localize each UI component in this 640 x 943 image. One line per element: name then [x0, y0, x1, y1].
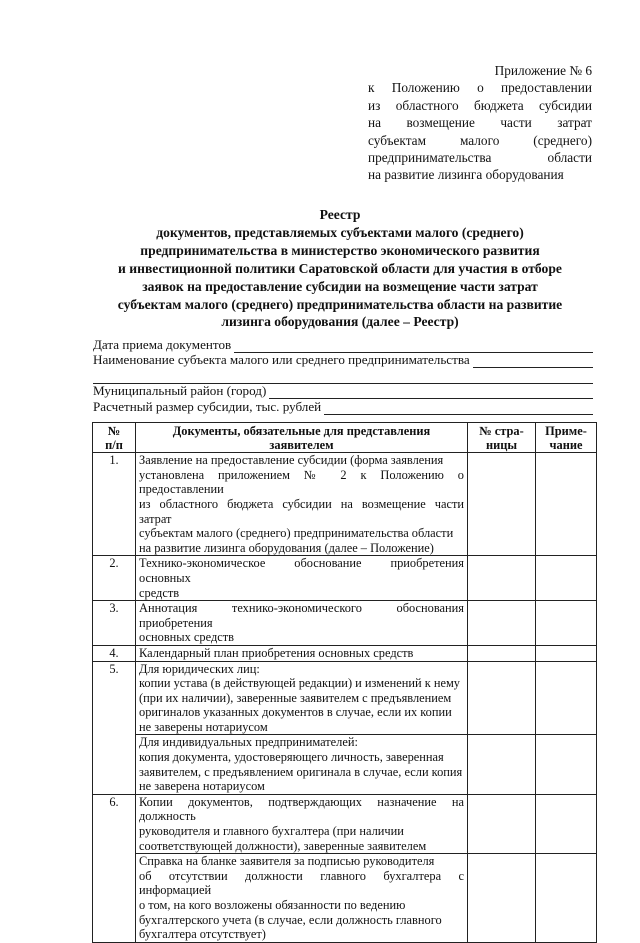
row-note-cell[interactable]	[536, 556, 597, 601]
row-page-cell[interactable]	[468, 794, 536, 853]
entity-field	[93, 353, 593, 369]
header-note: Приме- чание	[536, 423, 597, 453]
appendix-line: из областного бюджета субсидии	[368, 97, 592, 113]
row-document: Копии документов, подтверждающих назначение на должность руководителя и главного бухгалтера (при наличии соответствующей должности), заверенные заявителем	[136, 794, 468, 853]
entity-input-line-2[interactable]	[93, 372, 593, 384]
subsidy-input-line[interactable]	[324, 403, 593, 415]
row-document: Аннотация технико-экономического обоснования приобретения основных средств	[136, 601, 468, 646]
appendix-number: Приложение № 6	[494, 63, 592, 78]
appendix-line: на развитие лизинга оборудования	[368, 167, 564, 183]
date-field	[93, 337, 593, 353]
header-num: № п/п	[93, 423, 136, 453]
title-heading: Реестр	[319, 207, 361, 222]
title-line: заявок на предоставление субсидии на возмещение части затрат	[142, 278, 538, 294]
header-docs: Документы, обязательные для представления заявителем	[136, 423, 468, 453]
title-line: субъектам малого (среднего) предпринимательства области на развитие	[117, 296, 563, 312]
appendix-block	[368, 62, 592, 184]
subsidy-label: Расчетный размер субсидии, тыс. рублей	[93, 398, 322, 414]
row-page-cell[interactable]	[468, 453, 536, 556]
row-page-cell[interactable]	[468, 645, 536, 661]
title-line: предпринимательства в министерство экономического развития	[140, 242, 540, 258]
row-number: 2.	[93, 556, 136, 601]
row-page-cell[interactable]	[468, 601, 536, 646]
date-input-line[interactable]	[234, 341, 593, 353]
title-line: лизинга оборудования (далее – Реестр)	[221, 314, 459, 330]
row-number: 1.	[93, 453, 136, 556]
entity-input-line[interactable]	[473, 356, 593, 368]
row-page-cell[interactable]	[468, 854, 536, 943]
entity-label: Наименование субъекта малого или среднего предпринимательства	[93, 352, 470, 367]
row-document: Технико-экономическое обоснование приобретения основных средств	[136, 556, 468, 601]
row-document: Справка на бланке заявителя за подписью руководителя об отсутствии должности главного бухгалтера с информацией о том, на кого возложены обязанности по ведению бухгалтерского учета (в случае, если должность главного бухгалтера отсутствует)	[136, 854, 468, 943]
document-title	[84, 206, 596, 331]
header-page: № стра- ницы	[468, 423, 536, 453]
district-field	[93, 384, 593, 400]
table-row	[93, 645, 597, 661]
district-input-line[interactable]	[269, 387, 593, 399]
table-row	[93, 556, 597, 601]
appendix-line: субъектам малого (среднего)	[368, 132, 592, 148]
table-row	[93, 453, 597, 556]
title-line: документов, представляемых субъектами малого (среднего)	[156, 224, 524, 240]
registry-table	[92, 422, 597, 943]
appendix-line: на возмещение части затрат	[368, 115, 592, 131]
table-row	[93, 661, 597, 735]
row-page-cell[interactable]	[468, 735, 536, 794]
title-line: и инвестиционной политики Саратовской области для участия в отборе	[118, 260, 562, 276]
row-note-cell[interactable]	[536, 735, 597, 794]
row-note-cell[interactable]	[536, 661, 597, 735]
form-fields	[93, 337, 593, 415]
row-number: 3.	[93, 601, 136, 646]
appendix-line: к Положению о предоставлении	[368, 80, 592, 96]
row-number: 6.	[93, 794, 136, 942]
row-document: Для юридических лиц: копии устава (в действующей редакции) и изменений к нему (при их наличии), заверенные заявителем с предъявлением оригиналов указанных документов в случае, если их копии не заверены нотариусом	[136, 661, 468, 735]
district-label: Муниципальный район (город)	[93, 383, 267, 398]
row-page-cell[interactable]	[468, 556, 536, 601]
table-header-row	[93, 423, 597, 453]
row-document: Заявление на предоставление субсидии (форма заявления установлена приложением № 2 к Положению о предоставлении из областного бюджета субсидии на возмещение части затрат субъектам малого (среднего) предпринимательства области на развитие лизинга оборудования (далее – Положение)	[136, 453, 468, 556]
table-row	[93, 735, 597, 794]
table-row	[93, 601, 597, 646]
date-label: Дата приема документов	[93, 336, 232, 352]
row-number: 4.	[93, 645, 136, 661]
row-number: 5.	[93, 661, 136, 794]
row-page-cell[interactable]	[468, 661, 536, 735]
row-note-cell[interactable]	[536, 645, 597, 661]
row-document: Для индивидуальных предпринимателей: копия документа, удостоверяющего личность, заверенная заявителем, с предъявлением оригинала в случае, если копия не заверена нотариусом	[136, 735, 468, 794]
table-row	[93, 794, 597, 853]
row-note-cell[interactable]	[536, 453, 597, 556]
row-note-cell[interactable]	[536, 854, 597, 943]
entity-field-continuation	[93, 368, 593, 384]
row-document: Календарный план приобретения основных средств	[136, 645, 468, 661]
appendix-line: предпринимательства области	[368, 150, 592, 166]
row-note-cell[interactable]	[536, 601, 597, 646]
table-row	[93, 854, 597, 943]
row-note-cell[interactable]	[536, 794, 597, 853]
subsidy-field	[93, 399, 593, 415]
